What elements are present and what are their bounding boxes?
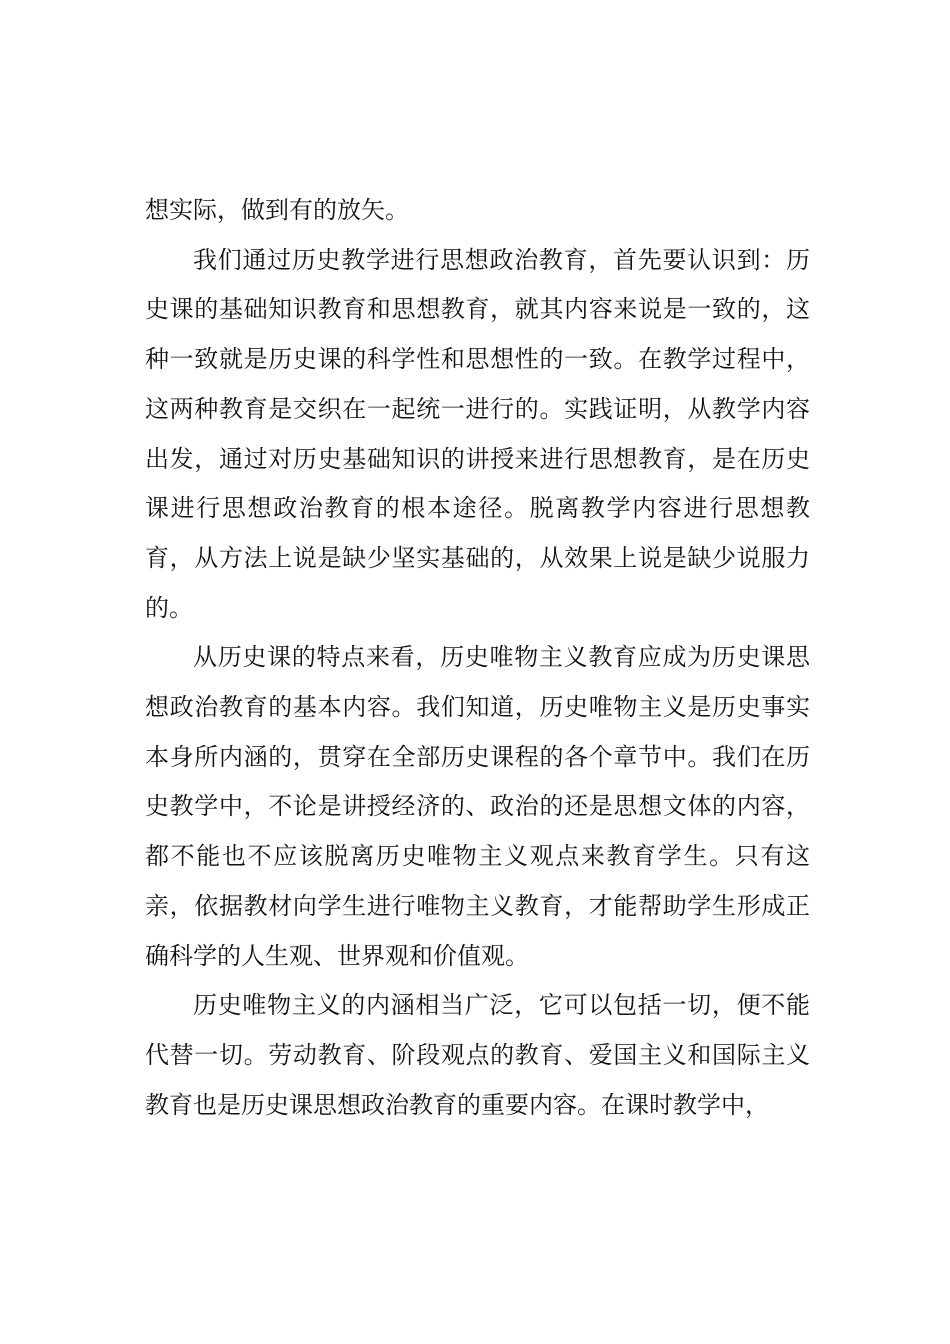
paragraph-1: 想实际，做到有的放矢。 xyxy=(145,196,409,224)
paragraph-2: 我们通过历史教学进行思想政治教育，首先要认识到：历史课的基础知识教育和思想教育，就其内容来说是一致的，这种一致就是历史课的科学性和思想性的一致。在教学过程中，这两种教育是交织在一起统一进行的。实践证明，从教学内容出发，通过对历史基础知识的讲授来进行思想教育，是在历史课进行思想政治教育的根本途径。脱离教学内容进行思想教育，从方法上说是缺少坚实基础的，从效果上说是缺少说服力的。 xyxy=(145,245,810,622)
document-page xyxy=(145,186,810,1130)
paragraph-3: 从历史课的特点来看，历史唯物主义教育应成为历史课思想政治教育的基本内容。我们知道，历史唯物主义是历史事实本身所内涵的，贯穿在全部历史课程的各个章节中。我们在历史教学中，不论是讲授经济的、政治的还是思想文体的内容，都不能也不应该脱离历史唯物主义观点来教育学生。只有这亲，依据教材向学生进行唯物主义教育，才能帮助学生形成正确科学的人生观、世界观和价值观。 xyxy=(145,643,810,970)
paragraph-4: 历史唯物主义的内涵相当广泛，它可以包括一切，便不能代替一切。劳动教育、阶段观点的教育、爱国主义和国际主义教育也是历史课思想政治教育的重要内容。在课时教学中， xyxy=(145,991,810,1119)
